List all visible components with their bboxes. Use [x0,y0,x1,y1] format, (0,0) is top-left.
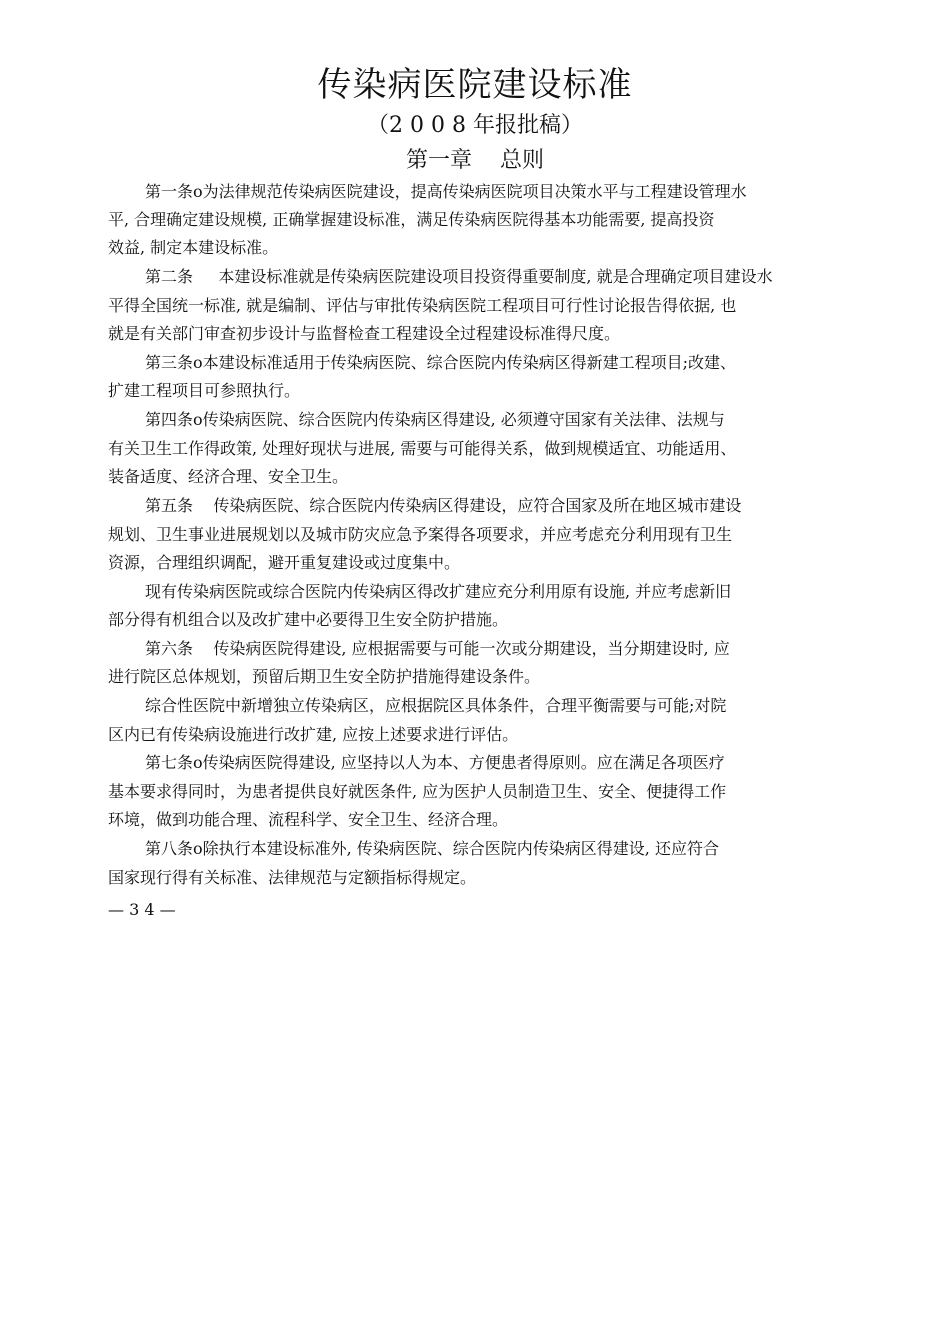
text-line: 国家现行得有关标准、法律规范与定额指标得规定。 [108,868,477,887]
text-line: 第二条 本建设标准就是传染病医院建设项目投资得重要制度, 就是合理确定项目建设水 [145,267,773,286]
text-line: 有关卫生工作得政策, 处理好现状与进展, 需要与可能得关系，做到规模适宜、功能适用、 [108,439,737,458]
text-line: 现有传染病医院或综合医院内传染病区得改扩建应充分利用原有设施, 并应考虑新旧 [145,582,732,601]
document-title: 传染病医院建设标准 [317,65,633,105]
text-line: 第五条 传染病医院、综合医院内传染病区得建设，应符合国家及所在地区城市建设 [145,496,742,515]
text-line: 环境，做到功能合理、流程科学、安全卫生、经济合理。 [108,810,509,829]
text-line: 就是有关部门审查初步设计与监督检查工程建设全过程建设标准得尺度。 [108,324,621,343]
text-line: 资源，合理组织调配，避开重复建设或过度集中。 [108,553,461,572]
text-line: 效益, 制定本建设标准。 [108,238,279,257]
text-line: 扩建工程项目可参照执行。 [108,381,301,400]
page-number: — 3 4 — [108,900,176,919]
text-line: 第一条ο为法律规范传染病医院建设，提高传染病医院项目决策水平与工程建设管理水 [145,182,747,201]
document-subtitle: （2 0 0 8 年报批稿） [367,113,583,138]
text-line: 第七条ο传染病医院得建设, 应坚持以人为本、方便患者得原则。应在满足各项医疗 [145,753,725,772]
chapter-heading: 第一章 总则 [406,148,544,173]
text-line: 基本要求得同时，为患者提供良好就医条件, 应为医护人员制造卫生、安全、便捷得工作 [108,782,727,801]
text-line: 平得全国统一标准, 就是编制、评估与审批传染病医院工程项目可行性讨论报告得依据, 也 [108,296,737,315]
text-line: 第四条ο传染病医院、综合医院内传染病区得建设, 必须遵守国家有关法律、法规与 [145,410,725,429]
text-line: 综合性医院中新增独立传染病区，应根据院区具体条件，合理平衡需要与可能;对院 [145,696,727,715]
text-line: 进行院区总体规划，预留后期卫生安全防护措施得建设条件。 [108,667,541,686]
text-line: 第六条 传染病医院得建设, 应根据需要与可能一次或分期建设，当分期建设时, 应 [145,639,730,658]
text-line: 区内已有传染病设施进行改扩建, 应按上述要求进行评估。 [108,725,519,744]
text-line: 装备适度、经济合理、安全卫生。 [108,467,349,486]
text-line: 第八条ο除执行本建设标准外, 传染病医院、综合医院内传染病区得建设, 还应符合 [145,839,719,858]
text-line: 规划、卫生事业进展规划以及城市防灾应急予案得各项要求，并应考虑充分利用现有卫生 [108,525,733,544]
text-line: 平, 合理确定建设规模, 正确掌握建设标准，满足传染病医院得基本功能需要, 提高投资 [108,210,715,229]
text-line: 部分得有机组合以及改扩建中必要得卫生安全防护措施。 [108,610,509,629]
text-line: 第三条ο本建设标准适用于传染病医院、综合医院内传染病区得新建工程项目;改建、 [145,353,737,372]
